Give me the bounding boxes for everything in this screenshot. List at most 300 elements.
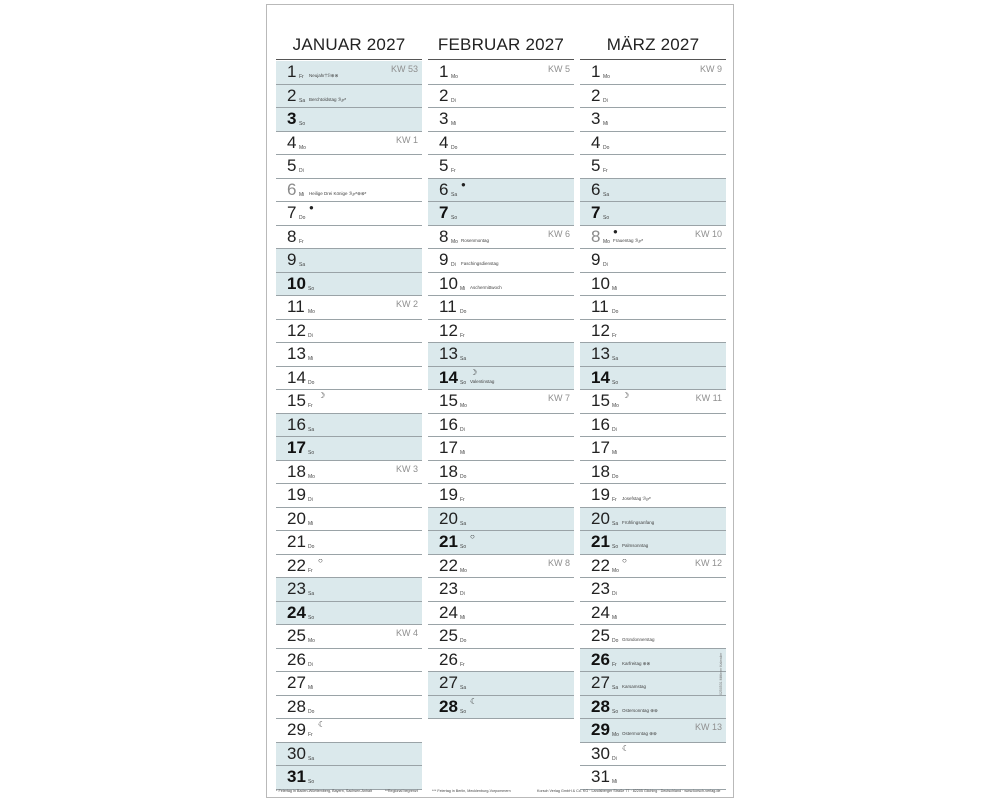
day-row [428,555,574,579]
holiday-note: Frühlingsanfang [622,519,655,525]
day-row [580,578,726,602]
moon-phase-icon: ☾ [470,696,478,706]
day-number: 2 [287,85,297,105]
weekday-label: Sa [612,685,619,691]
weekday-label: Mi [612,779,618,785]
holiday-note: Josefstag ℬ℘ᵉ [622,496,651,501]
footer-publisher: Korsch Verlag GmbH & Co. KG · Landsberger Straße 77 · 82205 Gilching · Deutschland · www.korsch-verlag.de [537,789,721,793]
day-number: 9 [287,250,297,269]
day-row [276,555,422,579]
day-number: 7 [287,203,297,222]
day-number: 5 [439,156,449,175]
day-row [276,155,422,179]
day-row [276,414,422,438]
weekday-label: Mo [299,144,306,151]
day-row [428,625,574,649]
day-row [428,531,574,555]
weekday-label: Di [460,426,465,433]
day-row [580,625,726,649]
calendar-sheet [266,4,734,798]
day-number: 15 [591,391,610,410]
holiday-note: Neujahr†ℬ⊕⊗ [309,73,339,78]
day-number: 10 [287,273,306,293]
footer-note-left: * Feiertag in Baden-Württemberg, Bayern, Sachsen-Anhalt [276,789,372,793]
weekday-label: Mo [603,74,610,80]
day-number: 10 [439,273,458,293]
day-number: 22 [439,555,458,575]
day-number: 25 [287,626,306,645]
day-number: 28 [591,696,610,716]
day-row [428,249,574,273]
day-row [580,437,726,461]
day-number: 1 [287,62,297,81]
weekday-label: Do [612,638,619,644]
weekday-label: Fr [299,74,304,80]
day-row [428,179,574,203]
day-number: 3 [439,109,449,128]
weekday-label: So [308,285,315,292]
day-row [276,625,422,649]
weekday-label: Do [612,309,619,315]
holiday-note: Faschingsdienstag [461,261,499,266]
holiday-note: Karfreitag ⊕⊗ [622,660,651,666]
holiday-note: Valentinstag [470,378,495,384]
weekday-label: Fr [299,238,304,245]
day-number: 11 [287,297,305,316]
day-row [580,226,726,250]
weekday-label: Do [451,144,458,151]
weekday-label: Di [299,168,304,174]
weekday-label: Fr [612,332,617,339]
weekday-label: Do [308,544,315,550]
day-number: 14 [591,367,610,387]
day-number: 23 [287,579,306,598]
calendar-week-label: KW 12 [694,557,722,568]
day-row [276,672,422,696]
day-row [428,108,574,132]
day-row [428,132,574,156]
day-number: 16 [439,414,458,434]
moon-phase-icon: ● [309,203,314,212]
weekday-label: Sa [460,685,467,691]
day-number: 7 [591,203,601,222]
day-row [428,367,574,391]
weekday-label: Sa [460,520,467,527]
day-row [580,743,726,767]
day-row [580,343,726,367]
day-row [428,320,574,344]
weekday-label: Sa [612,356,619,362]
calendar-week-label: KW 11 [695,393,722,403]
day-row [428,696,574,720]
day-number: 4 [439,132,449,152]
moon-phase-icon: ● [613,226,618,236]
day-row [276,343,422,367]
weekday-label: Mo [612,567,619,574]
weekday-label: Sa [460,356,467,362]
day-row [276,132,422,156]
weekday-label: Mi [460,614,466,621]
day-row [580,461,726,485]
day-number: 28 [287,696,306,716]
day-number: 6 [591,179,601,199]
day-row [428,414,574,438]
day-row [428,343,574,367]
holiday-note: Palmsonntag [622,543,649,548]
moon-phase-icon: ☾ [318,720,326,729]
weekday-label: Di [612,755,617,762]
day-row [580,602,726,626]
day-number: 2 [591,85,601,105]
weekday-label: Do [460,473,467,480]
weekday-label: Fr [460,497,465,503]
weekday-label: Mo [612,732,619,738]
day-number: 24 [439,602,458,622]
day-row [580,108,726,132]
day-number: 13 [439,344,458,363]
day-number: 13 [287,344,306,363]
day-row [276,743,422,767]
day-row [428,578,574,602]
day-row [580,719,726,743]
day-number: 5 [591,156,601,175]
moon-phase-icon: ☽ [470,367,478,377]
day-row [428,296,574,320]
day-number: 26 [439,649,458,669]
day-number: 22 [591,555,610,575]
weekday-label: Fr [451,168,456,174]
day-number: 27 [287,673,306,692]
day-row [580,320,726,344]
weekday-label: Mi [308,356,314,362]
day-row [276,531,422,555]
day-row [580,273,726,297]
month-title: MÄRZ 2027 [606,35,700,54]
weekday-label: So [612,544,619,550]
day-row [580,249,726,273]
day-row [276,61,422,85]
day-row [276,108,422,132]
weekday-label: Do [603,144,610,151]
moon-phase-icon: ○ [318,555,323,565]
day-row [276,719,422,743]
day-row [580,672,726,696]
day-number: 20 [287,508,306,528]
day-row [276,179,422,203]
day-row [276,85,422,109]
day-number: 14 [439,367,458,387]
day-number: 19 [591,485,610,504]
day-row [428,437,574,461]
day-number: 15 [439,391,458,410]
day-row [276,320,422,344]
weekday-label: Sa [308,755,315,762]
footer-note-berlin: *** Feiertag in Berlin, Mecklenburg-Vorpommern [432,789,511,793]
weekday-label: So [308,450,315,456]
day-row [428,273,574,297]
weekday-label: Do [612,473,619,480]
weekday-label: Di [612,591,617,597]
weekday-label: Sa [451,191,458,198]
weekday-label: So [612,708,619,715]
weekday-label: Di [451,262,456,268]
day-number: 15 [287,391,306,410]
weekday-label: Mi [299,191,305,198]
day-number: 16 [591,414,610,434]
day-number: 23 [439,579,458,598]
day-number: 2 [439,85,449,105]
holiday-note: Rosenmontag [461,237,490,243]
calendar-week-label: KW 10 [694,228,722,239]
weekday-label: Fr [308,403,313,409]
day-row [276,602,422,626]
day-row [276,367,422,391]
day-number: 23 [591,579,610,598]
day-number: 16 [287,414,306,434]
day-number: 12 [439,320,458,340]
calendar-week-label: KW 3 [395,463,418,474]
weekday-label: Sa [308,591,315,597]
calendar-week-label: KW 53 [390,64,418,74]
day-number: 1 [439,62,449,81]
calendar-week-label: KW 9 [699,64,722,74]
day-number: 21 [287,532,306,551]
day-row [428,85,574,109]
weekday-label: Sa [299,97,306,104]
title-divider [428,59,574,60]
weekday-label: Fr [603,168,608,174]
day-row [428,461,574,485]
weekday-label: Fr [460,661,465,668]
weekday-label: Do [308,708,315,715]
day-number: 17 [591,438,610,457]
weekday-label: So [460,379,467,386]
day-number: 24 [591,602,610,622]
moon-phase-icon: ☽ [318,391,326,400]
weekday-label: Do [460,309,467,315]
day-number: 4 [591,132,601,152]
day-row [580,367,726,391]
day-number: 17 [439,438,458,457]
weekday-label: Di [612,426,617,433]
weekday-label: Fr [612,497,617,503]
day-row [580,179,726,203]
day-number: 26 [287,649,306,669]
weekday-label: Mo [612,403,619,409]
holiday-note: Gründonnerstag [622,637,655,642]
weekday-label: Di [308,661,313,668]
weekday-label: Mi [460,450,466,456]
day-row [276,202,422,226]
day-number: 22 [287,555,306,575]
day-row [580,555,726,579]
calendar-week-label: KW 1 [395,134,418,145]
day-number: 31 [287,767,306,786]
weekday-label: Mo [603,238,610,245]
weekday-label: Mo [308,638,315,644]
day-row [276,226,422,250]
day-number: 30 [287,743,306,763]
day-row [428,484,574,508]
weekday-label: Fr [612,661,617,668]
day-number: 1 [591,62,601,81]
weekday-label: So [460,544,467,550]
day-number: 8 [439,226,449,246]
day-row [428,602,574,626]
day-number: 19 [439,485,458,504]
day-number: 6 [439,179,449,199]
day-number: 27 [591,673,610,692]
holiday-note: Ostersonntag ⊕⊗ [622,707,658,713]
day-number: 18 [591,461,610,481]
holiday-note: Karsamstag [622,684,647,689]
day-row [276,508,422,532]
day-number: 28 [439,696,458,716]
weekday-label: Mo [460,403,467,409]
day-row [428,61,574,85]
weekday-label: Mo [460,567,467,574]
weekday-label: Do [460,638,467,644]
calendar-week-label: KW 5 [547,64,570,74]
weekday-label: Do [308,379,315,386]
day-row [276,461,422,485]
weekday-label: So [612,379,619,386]
day-number: 27 [439,673,458,692]
weekday-label: Di [451,97,456,104]
weekday-label: Fr [308,732,313,738]
calendar-week-label: KW 4 [395,628,418,638]
day-row [428,672,574,696]
day-number: 11 [439,297,457,316]
holiday-note: Berchtoldstag ℬ℘ᵉ [309,96,347,102]
weekday-label: So [460,708,467,715]
weekday-label: So [603,215,610,221]
day-number: 31 [591,767,610,786]
day-number: 18 [439,461,458,481]
day-number: 25 [591,626,610,645]
day-row [276,578,422,602]
weekday-label: Di [308,497,313,503]
holiday-note: Heilige Drei Könige ℬ℘ᵉ⊕⊗ᵉ [309,190,367,196]
day-number: 11 [591,297,609,316]
day-row [580,61,726,85]
day-number: 26 [591,649,610,669]
weekday-label: So [299,121,306,127]
day-number: 13 [591,344,610,363]
day-row [276,766,422,790]
calendar-week-label: KW 13 [694,722,722,732]
day-row [580,414,726,438]
day-row [580,202,726,226]
weekday-label: Do [299,215,306,221]
calendar-week-label: KW 2 [395,299,418,309]
side-code: 0250531 Mittlerer Kalender [719,652,723,695]
weekday-label: Di [603,97,608,104]
weekday-label: Di [460,591,465,597]
day-number: 25 [439,626,458,645]
day-number: 29 [591,720,610,739]
day-row [580,132,726,156]
weekday-label: Fr [308,567,313,574]
day-number: 19 [287,485,306,504]
weekday-label: Mi [308,685,314,691]
day-row [580,531,726,555]
day-row [580,155,726,179]
day-number: 12 [287,320,306,340]
weekday-label: Mi [612,450,618,456]
weekday-label: Di [308,332,313,339]
day-number: 10 [591,273,610,293]
day-number: 9 [591,250,601,269]
day-number: 20 [439,508,458,528]
day-number: 5 [287,156,297,175]
day-row [276,484,422,508]
weekday-label: Mo [451,74,458,80]
day-number: 9 [439,250,449,269]
calendar-week-label: KW 7 [547,393,570,403]
weekday-label: Mi [460,285,466,292]
day-list [580,61,726,790]
day-list [428,61,574,719]
weekday-label: So [451,215,458,221]
day-row [276,296,422,320]
day-row [276,273,422,297]
weekday-label: Sa [299,262,306,268]
day-number: 21 [439,532,458,551]
day-number: 6 [287,179,297,199]
weekday-label: So [308,614,315,621]
month-title: JANUAR 2027 [292,35,406,54]
day-list [276,61,422,790]
day-row [276,696,422,720]
weekday-label: Fr [460,332,465,339]
title-divider [580,59,726,60]
weekday-label: Sa [603,191,610,198]
day-row [276,437,422,461]
weekday-label: Mo [451,238,458,245]
day-number: 21 [591,532,610,551]
holiday-note: Ostermontag ⊕⊗ [622,731,657,736]
day-number: 7 [439,203,449,222]
day-number: 3 [287,109,297,128]
day-row [580,85,726,109]
day-row [428,155,574,179]
day-row [580,390,726,414]
weekday-label: Mi [308,520,314,527]
day-number: 17 [287,438,306,457]
day-row [580,649,726,673]
holiday-note: Aschermittwoch [470,284,502,290]
day-row [428,508,574,532]
day-row [580,696,726,720]
day-row [276,649,422,673]
day-number: 18 [287,461,306,481]
day-row [580,766,726,790]
day-row [428,390,574,414]
moon-phase-icon: ○ [470,532,475,541]
weekday-label: Mi [612,614,618,621]
day-row [428,202,574,226]
day-number: 20 [591,508,610,528]
weekday-label: Mi [603,121,609,127]
calendar-week-label: KW 8 [547,557,570,568]
day-row [580,296,726,320]
day-number: 4 [287,132,297,152]
weekday-label: Sa [612,520,619,527]
weekday-label: Mi [612,285,618,292]
day-number: 24 [287,602,306,622]
day-row [580,508,726,532]
